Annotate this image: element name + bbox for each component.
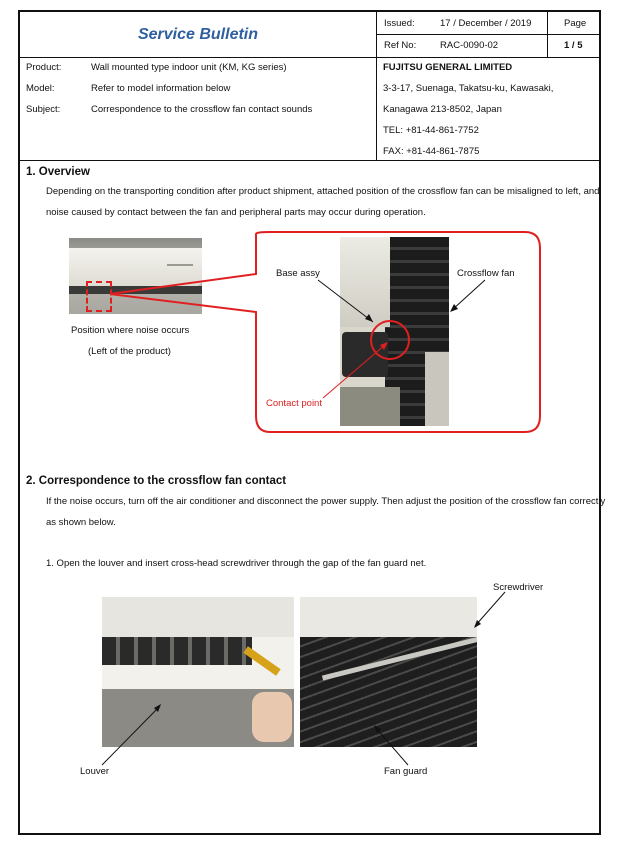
caption-position: Position where noise occurs [71, 325, 190, 336]
correspondence-text: If the noise occurs, turn off the air conditioner and disconnect the power supply. Then adjust the position of the crossflow fan correctly as shown below. [46, 496, 606, 528]
step-1-text: 1. Open the louver and insert cross-head screwdriver through the gap of the fan guard net. [46, 558, 427, 569]
label-screwdriver: Screwdriver [493, 582, 544, 593]
label-contact-point: Contact point [266, 398, 322, 409]
company-tel: TEL: +81-44-861-7752 [383, 125, 479, 136]
issued-label: Issued: [384, 18, 415, 29]
bulletin-frame [18, 10, 606, 835]
company-address-2: Kanagawa 213-8502, Japan [383, 104, 502, 115]
company-name: FUJITSU GENERAL LIMITED [383, 62, 513, 73]
issued-value: 17 / December / 2019 [440, 18, 532, 29]
model-value: Refer to model information below [91, 83, 231, 94]
ref-value: RAC-0090-02 [440, 40, 499, 51]
page-title: Service Bulletin [137, 25, 259, 43]
label-crossflow-fan: Crossflow fan [457, 268, 515, 279]
subject-label: Subject: [26, 104, 61, 115]
label-louver: Louver [80, 766, 110, 777]
label-fan-guard: Fan guard [384, 766, 428, 777]
page-label: Page [564, 18, 587, 29]
product-value: Wall mounted type indoor unit (KM, KG series) [91, 62, 287, 73]
overview-text: Depending on the transporting condition after product shipment, attached position of the crossflow fan can be misaligned to left, and noise caused by contact between the fan and peripheral parts may occur during operation. [46, 186, 600, 218]
subject-value: Correspondence to the crossflow fan contact sounds [91, 104, 313, 115]
caption-left: (Left of the product) [88, 346, 171, 357]
step-label-arrows [20, 12, 599, 837]
model-label: Model: [26, 83, 55, 94]
company-fax: FAX: +81-44-861-7875 [383, 146, 480, 157]
ref-label: Ref No: [384, 40, 417, 51]
product-label: Product: [26, 62, 62, 73]
correspondence-title: 2. Correspondence to the crossflow fan contact [26, 475, 287, 487]
page-value: 1 / 5 [564, 40, 583, 51]
overview-title: 1. Overview [26, 166, 90, 178]
company-address-1: 3-3-17, Suenaga, Takatsu-ku, Kawasaki, [383, 83, 554, 94]
label-base-assy: Base assy [276, 268, 320, 279]
